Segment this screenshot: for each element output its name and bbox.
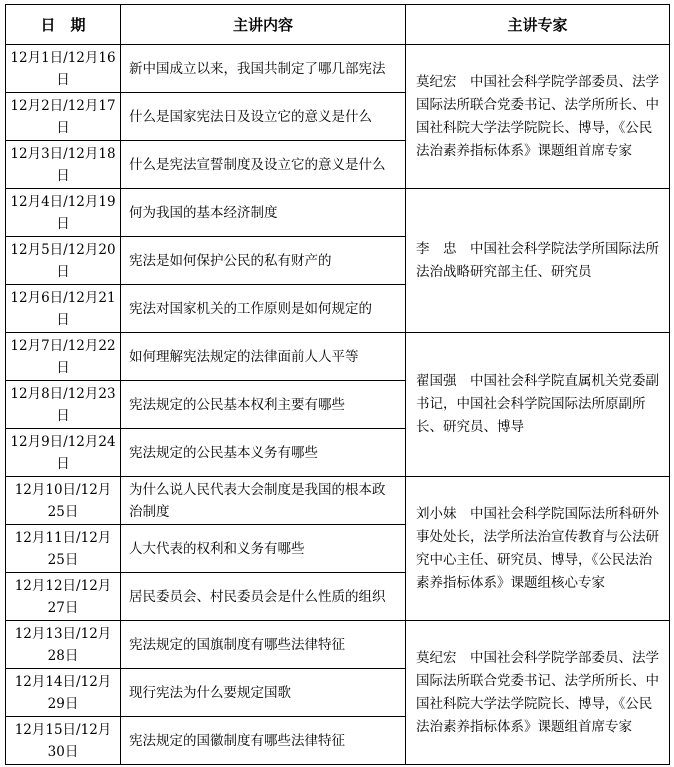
header-date: 日 期 xyxy=(6,5,121,45)
topic-cell: 居民委员会、村民委员会是什么性质的组织 xyxy=(121,573,406,621)
date-cell: 12月1日/12月16日 xyxy=(6,45,121,93)
topic-cell: 什么是国家宪法日及设立它的意义是什么 xyxy=(121,93,406,141)
topic-cell: 宪法规定的国旗制度有哪些法律特征 xyxy=(121,621,406,669)
expert-cell: 刘小妹 中国社会科学院国际法所科研外事处处长，法学所法治宣传教育与公法研究中心主任、研究员、博导，《公民法治素养指标体系》课题组核心专家 xyxy=(406,477,670,621)
topic-cell: 宪法规定的国徽制度有哪些法律特征 xyxy=(121,717,406,765)
expert-cell: 莫纪宏 中国社会科学院学部委员、法学国际法所联合党委书记、法学所所长、中国社科院大学法学院院长、博导，《公民法治素养指标体系》课题组首席专家 xyxy=(406,621,670,765)
date-cell: 12月3日/12月18日 xyxy=(6,141,121,189)
table-row xyxy=(6,477,670,525)
header-topic: 主讲内容 xyxy=(121,5,406,45)
date-cell: 12月9日/12月24日 xyxy=(6,429,121,477)
date-cell: 12月2日/12月17日 xyxy=(6,93,121,141)
date-cell: 12月6日/12月21日 xyxy=(6,285,121,333)
topic-cell: 宪法是如何保护公民的私有财产的 xyxy=(121,237,406,285)
header-row xyxy=(6,5,670,45)
date-cell: 12月10日/12月25日 xyxy=(6,477,121,525)
table-row xyxy=(6,45,670,93)
topic-cell: 什么是宪法宣誓制度及设立它的意义是什么 xyxy=(121,141,406,189)
topic-cell: 如何理解宪法规定的法律面前人人平等 xyxy=(121,333,406,381)
date-cell: 12月7日/12月22日 xyxy=(6,333,121,381)
topic-cell: 人大代表的权利和义务有哪些 xyxy=(121,525,406,573)
topic-cell: 宪法对国家机关的工作原则是如何规定的 xyxy=(121,285,406,333)
date-cell: 12月15日/12月30日 xyxy=(6,717,121,765)
topic-cell: 宪法规定的公民基本义务有哪些 xyxy=(121,429,406,477)
date-cell: 12月8日/12月23日 xyxy=(6,381,121,429)
lecture-schedule-table xyxy=(5,4,670,765)
header-expert: 主讲专家 xyxy=(406,5,670,45)
date-cell: 12月11日/12月25日 xyxy=(6,525,121,573)
date-cell: 12月5日/12月20日 xyxy=(6,237,121,285)
date-cell: 12月13日/12月28日 xyxy=(6,621,121,669)
topic-cell: 为什么说人民代表大会制度是我国的根本政治制度 xyxy=(121,477,406,525)
topic-cell: 新中国成立以来，我国共制定了哪几部宪法 xyxy=(121,45,406,93)
date-cell: 12月14日/12月29日 xyxy=(6,669,121,717)
expert-cell: 翟国强 中国社会科学院直属机关党委副书记，中国社会科学院国际法所原副所长、研究员、博导 xyxy=(406,333,670,477)
topic-cell: 现行宪法为什么要规定国歌 xyxy=(121,669,406,717)
table-row xyxy=(6,189,670,237)
date-cell: 12月4日/12月19日 xyxy=(6,189,121,237)
topic-cell: 宪法规定的公民基本权利主要有哪些 xyxy=(121,381,406,429)
topic-cell: 何为我国的基本经济制度 xyxy=(121,189,406,237)
expert-cell: 李 忠 中国社会科学院法学所国际法所法治战略研究部主任、研究员 xyxy=(406,189,670,333)
table-row xyxy=(6,621,670,669)
expert-cell: 莫纪宏 中国社会科学院学部委员、法学国际法所联合党委书记、法学所所长、中国社科院大学法学院院长、博导，《公民法治素养指标体系》课题组首席专家 xyxy=(406,45,670,189)
table-row xyxy=(6,333,670,381)
date-cell: 12月12日/12月27日 xyxy=(6,573,121,621)
